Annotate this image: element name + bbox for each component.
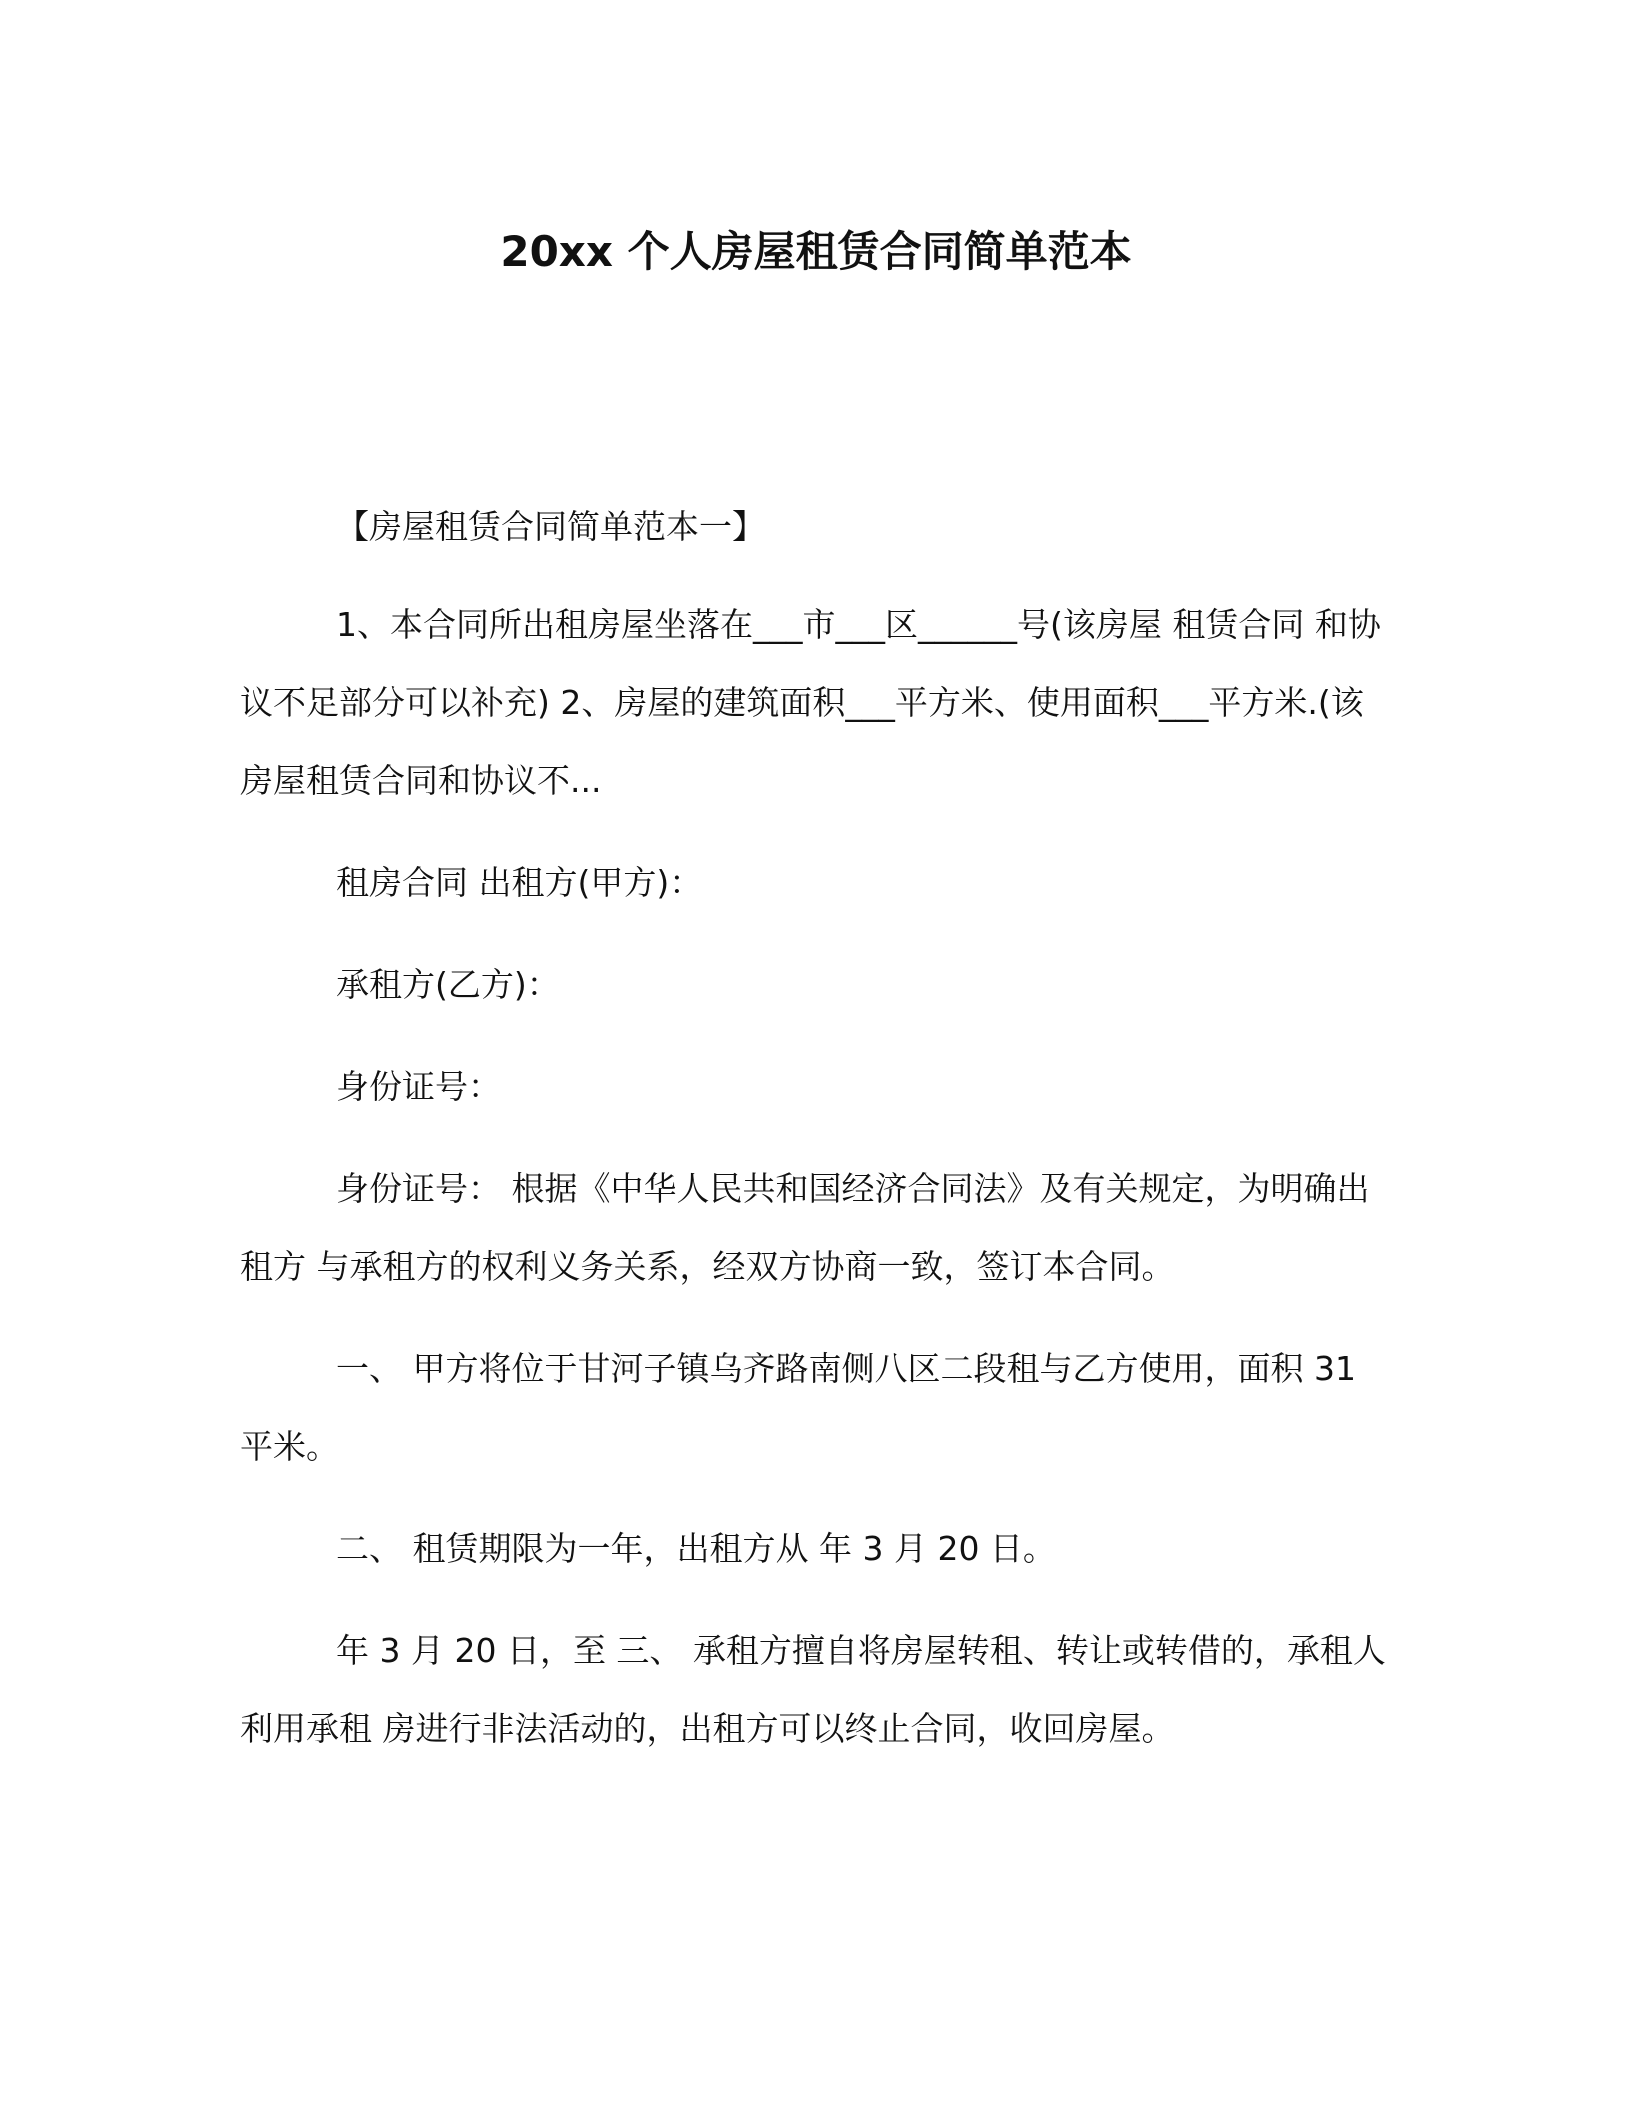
paragraph-legal-basis: 身份证号： 根据《中华人民共和国经济合同法》及有关规定，为明确出租方 与承租方的权利义务关系，经双方协商一致，签订本合同。: [240, 1169, 1370, 1286]
paragraph-id-number: 身份证号：: [336, 1067, 501, 1106]
paragraph-lessor: 租房合同 出租方(甲方)：: [336, 863, 703, 902]
section-heading: 【房屋租赁合同简单范本一】: [336, 507, 765, 546]
paragraph-property-location: 1、本合同所出租房屋坐落在___市___区______号(该房屋 租赁合同 和协议不足部分可以补充) 2、房屋的建筑面积___平方米、使用面积___平方米.(该房屋租赁合同和协议不...: [240, 605, 1381, 800]
paragraph-clause-one: 一、 甲方将位于甘河子镇乌齐路南侧八区二段租与乙方使用，面积 31 平米。: [240, 1349, 1356, 1466]
document-title: 20xx 个人房屋租赁合同简单范本: [500, 227, 1132, 276]
paragraph-lessee: 承租方(乙方)：: [336, 965, 560, 1004]
document-body: [240, 488, 1390, 1792]
paragraph-clause-three: 年 3 月 20 日，至 三、 承租方擅自将房屋转租、转让或转借的，承租人利用承租 房进行非法活动的，出租方可以终止合同，收回房屋。: [240, 1631, 1386, 1748]
paragraph-clause-two: 二、 租赁期限为一年，出租方从 年 3 月 20 日。: [336, 1529, 1056, 1568]
